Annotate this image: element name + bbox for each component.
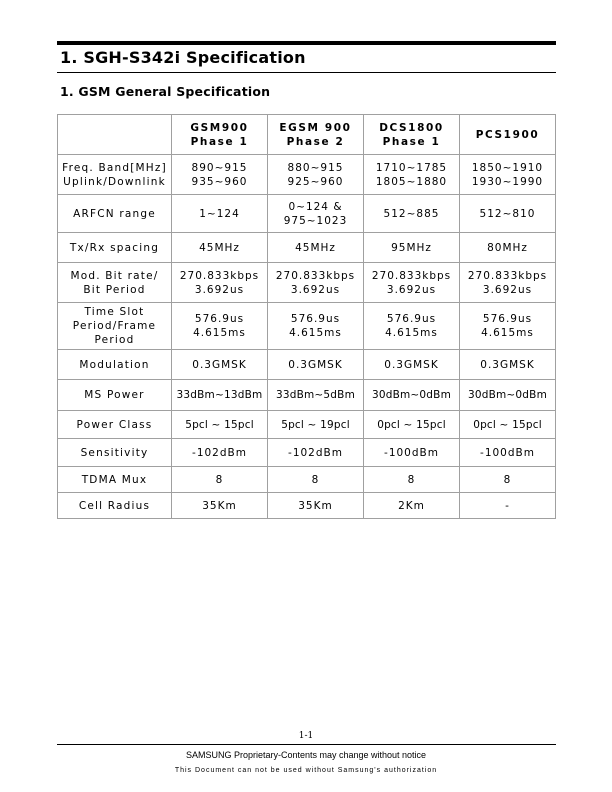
table-cell: 33dBm~5dBm xyxy=(268,380,364,411)
table-row xyxy=(58,350,556,380)
table-cell: 8 xyxy=(460,467,556,493)
table-row xyxy=(58,380,556,411)
table-cell: 1~124 xyxy=(172,195,268,233)
table-cell: 45MHz xyxy=(172,233,268,263)
table-cell: 2Km xyxy=(364,493,460,519)
header-cell-egsm900: EGSM 900 Phase 2 xyxy=(268,115,364,155)
table-row xyxy=(58,195,556,233)
table-cell: 576.9us 4.615ms xyxy=(460,303,556,350)
header-cell-gsm900: GSM900 Phase 1 xyxy=(172,115,268,155)
footer-notice: SAMSUNG Proprietary-Contents may change without notice xyxy=(185,750,427,760)
section-title: 1. GSM General Specification xyxy=(60,84,271,99)
table-row xyxy=(58,467,556,493)
table-cell: 30dBm~0dBm xyxy=(364,380,460,411)
table-cell: 576.9us 4.615ms xyxy=(172,303,268,350)
row-label-cell-radius: Cell Radius xyxy=(58,493,172,519)
table-cell: 95MHz xyxy=(364,233,460,263)
table-cell: 0pcl ~ 15pcl xyxy=(364,411,460,439)
table-cell: -100dBm xyxy=(364,439,460,467)
document-title: 1. SGH-S342i Specification xyxy=(60,48,306,67)
table-cell: 5pcl ~ 15pcl xyxy=(172,411,268,439)
table-row xyxy=(58,493,556,519)
table-cell: 33dBm~13dBm xyxy=(172,380,268,411)
table-cell: 270.833kbps 3.692us xyxy=(364,263,460,303)
table-cell: 8 xyxy=(268,467,364,493)
table-cell: 5pcl ~ 19pcl xyxy=(268,411,364,439)
table-cell: 512~885 xyxy=(364,195,460,233)
table-cell: 0~124 & 975~1023 xyxy=(268,195,364,233)
row-label-time-slot: Time Slot Period/Frame Period xyxy=(58,303,172,350)
header-cell-pcs1900: PCS1900 xyxy=(460,115,556,155)
header-cell-dcs1800: DCS1800 Phase 1 xyxy=(364,115,460,155)
row-label-txrx-spacing: Tx/Rx spacing xyxy=(58,233,172,263)
table-cell: -100dBm xyxy=(460,439,556,467)
table-cell: -102dBm xyxy=(172,439,268,467)
table-cell: 8 xyxy=(172,467,268,493)
row-label-power-class: Power Class xyxy=(58,411,172,439)
table-cell: 270.833kbps 3.692us xyxy=(460,263,556,303)
table-cell: - xyxy=(460,493,556,519)
table-cell: 8 xyxy=(364,467,460,493)
top-rule xyxy=(57,41,556,45)
row-label-tdma-mux: TDMA Mux xyxy=(58,467,172,493)
table-cell: 35Km xyxy=(172,493,268,519)
table-row xyxy=(58,411,556,439)
table-cell: 0.3GMSK xyxy=(172,350,268,380)
row-label-bit-rate: Mod. Bit rate/ Bit Period xyxy=(58,263,172,303)
table-row xyxy=(58,233,556,263)
table-cell: -102dBm xyxy=(268,439,364,467)
table-cell: 880~915 925~960 xyxy=(268,155,364,195)
row-label-ms-power: MS Power xyxy=(58,380,172,411)
table-cell: 576.9us 4.615ms xyxy=(268,303,364,350)
table-cell: 0.3GMSK xyxy=(268,350,364,380)
row-label-arfcn: ARFCN range xyxy=(58,195,172,233)
table-row xyxy=(58,263,556,303)
table-row xyxy=(58,439,556,467)
table-cell: 35Km xyxy=(268,493,364,519)
table-cell: 45MHz xyxy=(268,233,364,263)
footer-authorization: This Document can not be used without Samsung's authorization xyxy=(174,767,438,774)
footer-rule xyxy=(57,744,556,745)
row-label-sensitivity: Sensitivity xyxy=(58,439,172,467)
table-cell: 1710~1785 1805~1880 xyxy=(364,155,460,195)
table-cell: 270.833kbps 3.692us xyxy=(268,263,364,303)
table-header-row xyxy=(58,115,556,155)
table-cell: 30dBm~0dBm xyxy=(460,380,556,411)
table-row xyxy=(58,303,556,350)
table-cell: 890~915 935~960 xyxy=(172,155,268,195)
gsm-spec-table xyxy=(57,114,556,519)
row-label-freq-band: Freq. Band[MHz] Uplink/Downlink xyxy=(58,155,172,195)
page-number: 1-1 xyxy=(298,731,314,741)
table-cell: 512~810 xyxy=(460,195,556,233)
table-cell: 0.3GMSK xyxy=(364,350,460,380)
table-cell: 1850~1910 1930~1990 xyxy=(460,155,556,195)
table-row xyxy=(58,155,556,195)
table-cell: 270.833kbps 3.692us xyxy=(172,263,268,303)
title-underline xyxy=(57,72,556,73)
header-cell-empty xyxy=(58,115,172,155)
table-cell: 0.3GMSK xyxy=(460,350,556,380)
table-cell: 576.9us 4.615ms xyxy=(364,303,460,350)
table-cell: 80MHz xyxy=(460,233,556,263)
row-label-modulation: Modulation xyxy=(58,350,172,380)
table-cell: 0pcl ~ 15pcl xyxy=(460,411,556,439)
